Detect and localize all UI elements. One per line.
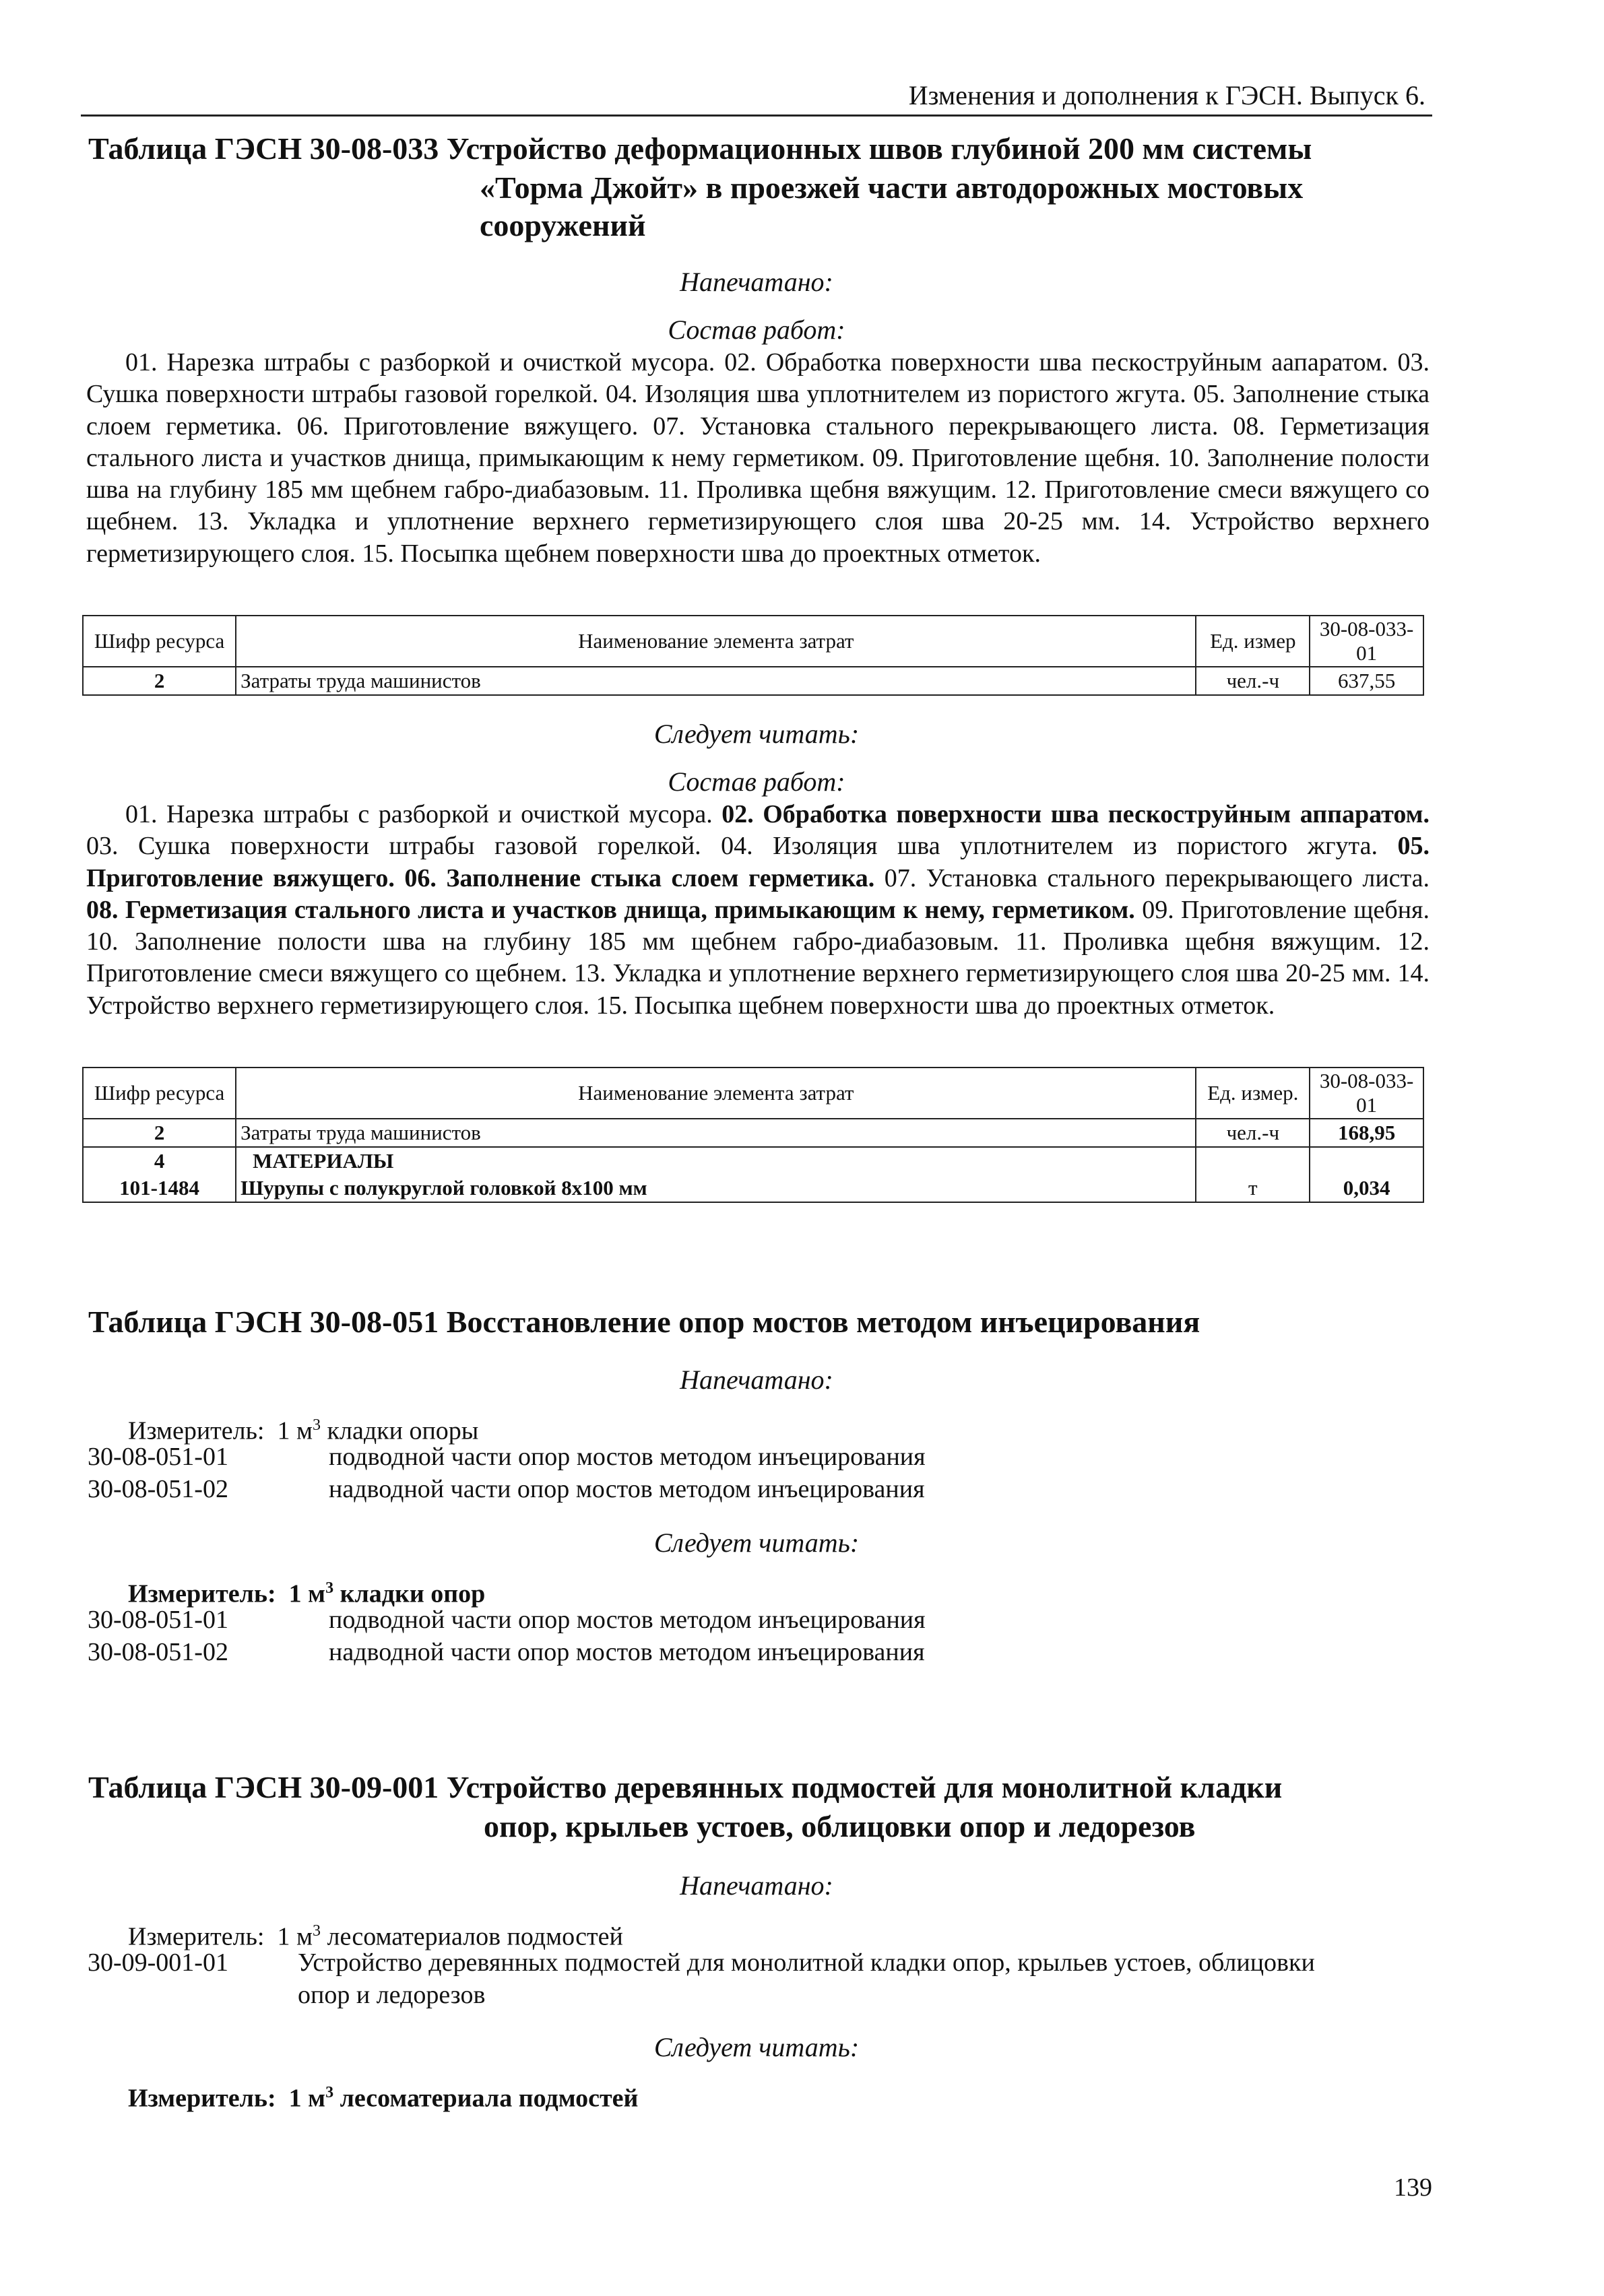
measure-value: 1 м — [288, 1579, 326, 1608]
cell-name: Затраты труда машинистов — [236, 1119, 1196, 1147]
read-work-composition — [86, 799, 1430, 1022]
cell-code: 2 — [83, 667, 236, 695]
cell-unit — [1196, 1147, 1310, 1175]
cell-value: 637,55 — [1310, 667, 1423, 695]
section2-title: Таблица ГЭСН 30-08-051 Восстановление опор мостов методом инъецирования — [88, 1305, 1200, 1339]
rate-description-cont: опор и ледорезов — [298, 1981, 486, 2009]
section1-title-line1: Таблица ГЭСН 30-08-033 Устройство деформационных швов глубиной 200 мм системы — [88, 131, 1312, 166]
header-rule — [81, 114, 1432, 117]
read-label: Следует читать: — [653, 1528, 860, 1558]
measure-sup: 3 — [313, 1416, 321, 1434]
read-item-02: 02. Обработка поверхности шва пескоструйным аппаратом. — [721, 800, 1430, 828]
section3-title-line2: опор, крыльев устоев, облицовки опор и ледорезов — [484, 1809, 1196, 1843]
rate-description: подводной части опор мостов методом инъецирования — [329, 1606, 926, 1634]
measure-value-rest: кладки опор — [333, 1579, 486, 1608]
read-item-07: 07. Установка стального перекрывающего листа. — [884, 863, 1430, 892]
rate-code: 30-08-051-02 — [88, 1475, 228, 1503]
composition-label-2: Состав работ: — [668, 766, 845, 797]
table-header-unit: Ед. измер — [1196, 616, 1310, 667]
read-item-08: 08. Герметизация стального листа и участков днища, примыкающим к нему, герметиком. — [86, 895, 1135, 924]
measure-label: Измеритель: — [128, 1416, 265, 1445]
read-item-09: 09. Приготовление щебня. 10. Заполнение полости шва на глубину 185 мм щебнем габро-диабазовым. 11. Проливка щебня вяжущим. 12. Приготовление смеси вяжущего со щебнем. 13. Укладка и уплотнение верхнего герметизирующего слоя шва 20-25 мм. 14. Устройство верхнего герметизирующего слоя. 15. Посыпка щебнем поверхности шва до проектных отметок. — [86, 895, 1430, 1020]
cell-code: 2 — [83, 1119, 236, 1147]
page-number: 139 — [1394, 2173, 1432, 2202]
measure-value: 1 м — [277, 1416, 313, 1445]
cell-unit: чел.-ч — [1196, 667, 1310, 695]
cell-unit: т — [1196, 1175, 1310, 1202]
resource-table-printed — [82, 615, 1424, 696]
printed-label: Напечатано: — [680, 1870, 833, 1901]
rate-code: 30-08-051-01 — [88, 1606, 228, 1634]
table-row — [83, 667, 1423, 695]
measure-value-rest: лесоматериала подмостей — [333, 2084, 639, 2113]
measure-value: 1 м — [277, 1922, 313, 1951]
measure-label: Измеритель: — [128, 2084, 276, 2113]
printed-label: Напечатано: — [680, 1365, 833, 1395]
rate-description: надводной части опор мостов методом инъецирования — [329, 1475, 925, 1503]
measure-value-rest: кладки опоры — [321, 1416, 479, 1445]
table-header-value: 30-08-033-01 — [1310, 1068, 1423, 1119]
rate-description: подводной части опор мостов методом инъецирования — [329, 1443, 926, 1471]
table-header-unit: Ед. измер. — [1196, 1068, 1310, 1119]
printed-work-text: 01. Нарезка штрабы с разборкой и очисткой мусора. 02. Обработка поверхности шва пескоструйным аапаратом. 03. Сушка поверхности штрабы газовой горелкой. 04. Изоляция шва уплотнителем из пористого жгута. 05. Заполнение стыка слоем герметика. 06. Приготовление вяжущего. 07. Установка стального перекрывающего листа. 08. Герметизация стального листа и участков днища, примыкающим к нему герметиком. 09. Приготовление щебня. 10. Заполнение полости шва на глубину 185 мм щебнем габро-диабазовым. 11. Проливка щебня вяжущим. 12. Приготовление смеси вяжущего со щебнем. 13. Укладка и уплотнение верхнего герметизирующего слоя шва 20-25 мм. 14. Устройство верхнего герметизирующего слоя. 15. Посыпка щебнем поверхности шва до проектных отметок. — [86, 348, 1430, 568]
cell-value — [1310, 1147, 1423, 1175]
table-row — [83, 1119, 1423, 1147]
measure-label: Измеритель: — [128, 1922, 265, 1951]
rate-code: 30-08-051-02 — [88, 1638, 228, 1666]
read-item-01: 01. Нарезка штрабы с разборкой и очисткой мусора. — [125, 800, 713, 828]
read-label: Следует читать: — [653, 2032, 860, 2062]
table-header-code: Шифр ресурса — [83, 1068, 236, 1119]
running-header: Изменения и дополнения к ГЭСН. Выпуск 6. — [908, 80, 1425, 110]
table-header-value: 30-08-033-01 — [1310, 616, 1423, 667]
section1-title-line2: «Торма Джойт» в проезжей части автодорожных мостовых — [480, 170, 1304, 205]
section1-title-line3: сооружений — [480, 208, 646, 242]
table-row — [83, 1175, 1423, 1202]
rate-description: Устройство деревянных подмостей для монолитной кладки опор, крыльев устоев, облицовки — [298, 1948, 1315, 1977]
read-item-05: 05. Приготовление вяжущего. 06. Заполнение стыка слоем герметика. — [86, 832, 1430, 892]
measure-value-rest: лесоматериалов подмостей — [321, 1922, 623, 1951]
measure-sup: 3 — [325, 1579, 334, 1597]
table-row — [83, 1147, 1423, 1175]
cell-value: 168,95 — [1310, 1119, 1423, 1147]
measure-sup: 3 — [325, 2084, 334, 2101]
cell-name: Шурупы с полукруглой головкой 8x100 мм — [236, 1175, 1196, 1202]
composition-label: Состав работ: — [668, 315, 845, 345]
cell-value: 0,034 — [1310, 1175, 1423, 1202]
table-header-name: Наименование элемента затрат — [236, 616, 1196, 667]
measure-value: 1 м — [288, 2084, 326, 2113]
rate-code: 30-08-051-01 — [88, 1443, 228, 1471]
cell-unit: чел.-ч — [1196, 1119, 1310, 1147]
cell-code: 4 — [83, 1147, 236, 1175]
read-measure — [128, 2077, 638, 2115]
read-label: Следует читать: — [653, 719, 860, 749]
cell-code: 101-1484 — [83, 1175, 236, 1202]
cell-name: МАТЕРИАЛЫ — [236, 1147, 1196, 1175]
read-item-03: 03. Сушка поверхности штрабы газовой горелкой. 04. Изоляция шва уплотнителем из пористого жгута. — [86, 832, 1378, 861]
measure-label: Измеритель: — [128, 1579, 276, 1608]
table-header-name: Наименование элемента затрат — [236, 1068, 1196, 1119]
resource-table-corrected — [82, 1067, 1424, 1203]
table-header-code: Шифр ресурса — [83, 616, 236, 667]
printed-work-composition — [86, 347, 1430, 570]
rate-code: 30-09-001-01 — [88, 1948, 228, 1977]
section3-title-line1: Таблица ГЭСН 30-09-001 Устройство деревянных подмостей для монолитной кладки — [88, 1770, 1283, 1804]
rate-description: надводной части опор мостов методом инъецирования — [329, 1638, 925, 1666]
measure-sup: 3 — [313, 1922, 321, 1940]
printed-label: Напечатано: — [680, 267, 833, 297]
cell-name: Затраты труда машинистов — [236, 667, 1196, 695]
